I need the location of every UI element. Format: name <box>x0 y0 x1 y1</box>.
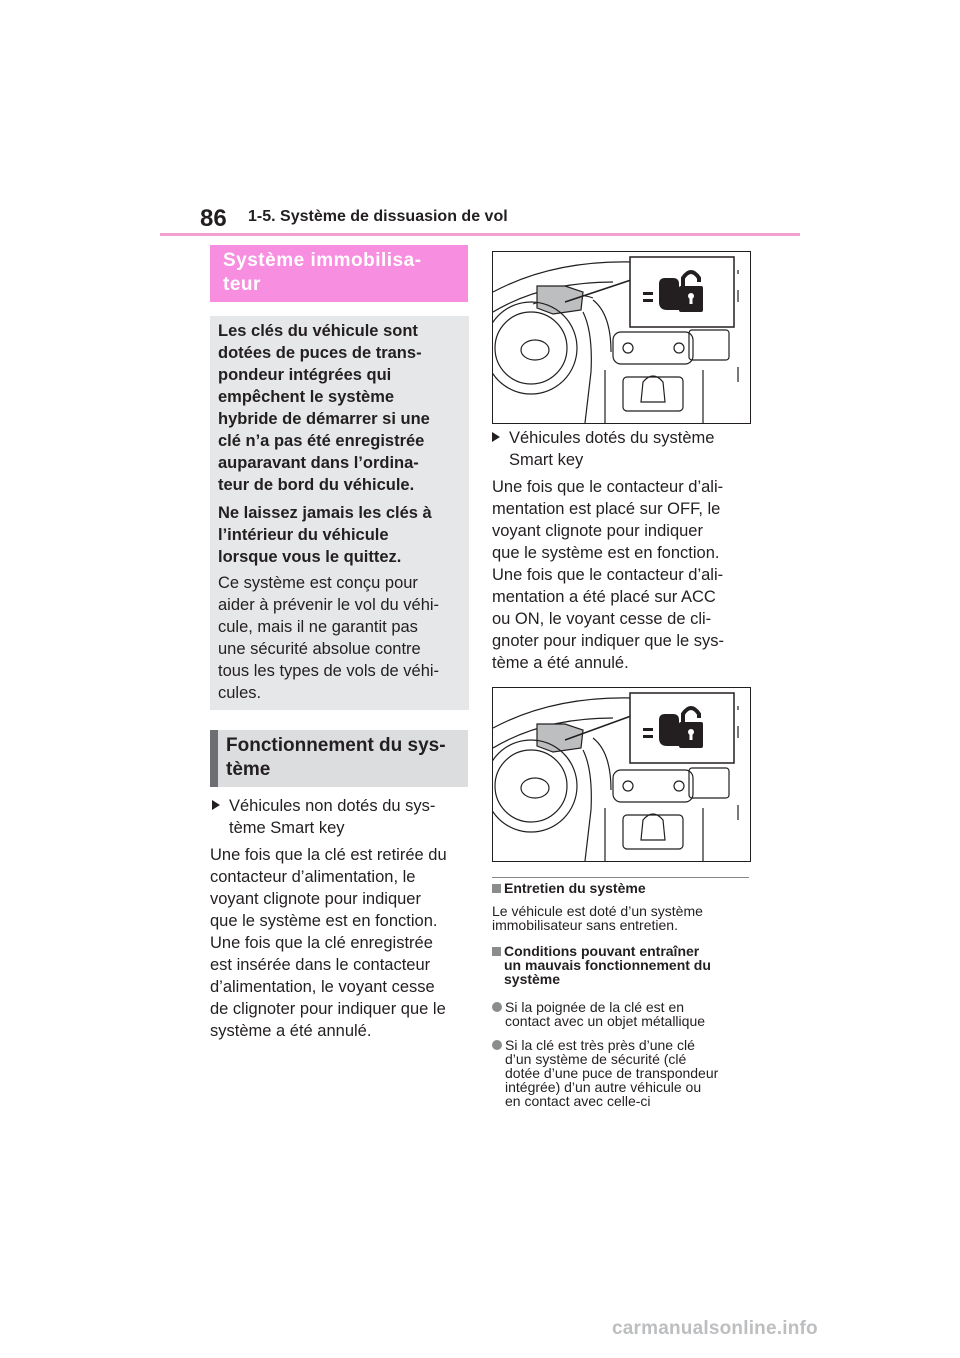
text-line: Le véhicule est doté d’un système <box>492 903 703 919</box>
circle-marker-icon <box>492 1040 502 1050</box>
text-line: lorsque vous le quittez. <box>218 548 402 566</box>
text-line: est insérée dans le contacteur <box>210 956 431 974</box>
smart-key-description <box>492 476 750 674</box>
text-line: dotée d’une puce de transpondeur <box>505 1065 719 1081</box>
square-marker-icon <box>492 884 501 893</box>
text-line: Une fois que le contacteur d’ali- <box>492 566 724 584</box>
heading-bar <box>210 730 218 787</box>
text-line: immobilisateur sans entretien. <box>492 917 678 933</box>
non-smart-key-bullet <box>212 795 467 839</box>
text-line: gnoter pour indiquer que le sys- <box>492 632 725 650</box>
smart-key-bullet <box>492 427 750 471</box>
operation-heading-line2: tème <box>226 759 271 780</box>
note-title-text: système <box>504 971 561 987</box>
text-line: intégrée) d’un autre véhicule ou <box>505 1079 702 1095</box>
text-line: ou ON, le voyant cesse de cli- <box>492 610 712 628</box>
text-line: mentation est placé sur OFF, le <box>492 500 721 518</box>
immobilizer-heading-line1: Système immobilisa- <box>223 250 422 271</box>
triangle-bullet-icon <box>212 800 220 810</box>
maintenance-note-text <box>492 904 750 932</box>
text-line: système a été annulé. <box>210 1022 372 1040</box>
text-line: de clignoter pour indiquer que le <box>210 1000 446 1018</box>
text-line: l’intérieur du véhicule <box>218 526 389 544</box>
note-title-text: Conditions pouvant entraîner <box>504 943 700 959</box>
watermark: carmanualsonline.info <box>612 1318 818 1339</box>
text-line: mentation a été placé sur ACC <box>492 588 716 606</box>
text-line: Une fois que le contacteur d’ali- <box>492 478 724 496</box>
bullet-text: tème Smart key <box>229 819 345 837</box>
text-line: hybride de démarrer si une <box>218 410 430 428</box>
text-line: tous les types de vols de véhi- <box>218 662 440 680</box>
triangle-bullet-icon <box>492 432 500 442</box>
text-line: Les clés du véhicule sont <box>218 322 418 340</box>
text-line: clé n’a pas été enregistrée <box>218 432 425 450</box>
immobilizer-disclaimer <box>218 572 463 704</box>
text-line: cule, mais il ne garantit pas <box>218 618 418 636</box>
page-number: 86 <box>200 205 227 232</box>
bullet-text: Smart key <box>509 451 584 469</box>
text-line: Ce système est conçu pour <box>218 574 418 592</box>
bullet-text: Véhicules dotés du système <box>509 429 715 447</box>
operation-heading <box>210 730 468 787</box>
text-line: voyant clignote pour indiquer <box>210 890 421 908</box>
text-line: aider à prévenir le vol du véhi- <box>218 596 440 614</box>
text-line: Ne laissez jamais les clés à <box>218 504 432 522</box>
text-line: Une fois que la clé est retirée du <box>210 846 447 864</box>
text-line: Une fois que la clé enregistrée <box>210 934 433 952</box>
text-line: dotées de puces de trans- <box>218 344 422 362</box>
text-line: Si la clé est très près d’une clé <box>505 1037 695 1053</box>
circle-marker-icon <box>492 1002 502 1012</box>
notes-divider <box>492 877 749 878</box>
conditions-note-title <box>492 944 750 986</box>
text-line: voyant clignote pour indiquer <box>492 522 703 540</box>
note-title-text: un mauvais fonctionnement du <box>504 957 711 973</box>
text-line: contacteur d’alimentation, le <box>210 868 416 886</box>
non-smart-key-description <box>210 844 468 1042</box>
dashboard-illustration <box>492 687 751 862</box>
text-line: tème a été annulé. <box>492 654 629 672</box>
immobilizer-intro <box>218 320 463 496</box>
dashboard-illustration <box>492 251 751 424</box>
bullet-text: Véhicules non dotés du sys- <box>229 797 436 815</box>
text-line: empêchent le système <box>218 388 395 406</box>
immobilizer-heading <box>210 245 468 302</box>
text-line: une sécurité absolue contre <box>218 640 421 658</box>
header-rule <box>160 233 800 236</box>
immobilizer-warning <box>218 502 463 568</box>
text-line: que le système est en fonction. <box>210 912 438 930</box>
text-line: pondeur intégrées qui <box>218 366 392 384</box>
condition-item <box>492 1038 750 1108</box>
text-line: contact avec un objet métallique <box>505 1013 706 1029</box>
text-line: teur de bord du véhicule. <box>218 476 415 494</box>
text-line: d’alimentation, le voyant cesse <box>210 978 435 996</box>
text-line: auparavant dans l’ordina- <box>218 454 419 472</box>
note-title-text: Entretien du système <box>504 880 646 896</box>
text-line: en contact avec celle-ci <box>505 1093 651 1109</box>
maintenance-note-title <box>492 881 750 895</box>
text-line: cules. <box>218 684 262 702</box>
text-line: Si la poignée de la clé est en <box>505 999 685 1015</box>
section-title: 1-5. Système de dissuasion de vol <box>248 208 508 225</box>
square-marker-icon <box>492 947 501 956</box>
operation-heading-line1: Fonctionnement du sys- <box>226 735 446 756</box>
text-line: que le système est en fonction. <box>492 544 720 562</box>
condition-item <box>492 1000 750 1028</box>
text-line: d’un système de sécurité (clé <box>505 1051 687 1067</box>
immobilizer-heading-line2: teur <box>223 274 261 295</box>
